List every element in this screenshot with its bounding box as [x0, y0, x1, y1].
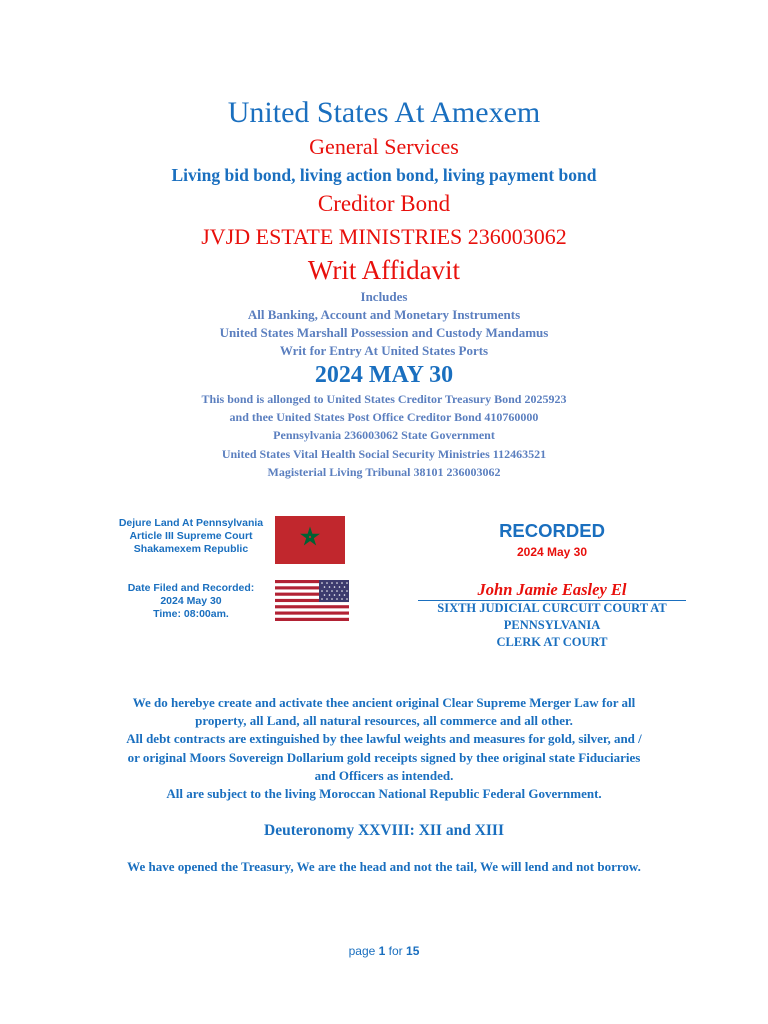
bond-line: Pennsylvania 236003062 State Government [273, 428, 495, 443]
decree-line: We do herebye create and activate thee ancient original Clear Supreme Merger Law for all [132, 695, 636, 710]
decree-line: or original Moors Sovereign Dollarium gold receipts signed by thee original state Fiduciaries [127, 749, 641, 765]
decree-line: property, all Land, all natural resources, all commerce and all other. [195, 713, 573, 729]
writ-heading: Writ Affidavit [307, 255, 461, 285]
recorded-date: 2024 May 30 [516, 545, 588, 559]
court-info-block [108, 517, 274, 556]
bond-line: This bond is allonged to United States Creditor Treasury Bond 2025923 [201, 392, 567, 406]
includes-line: All Banking, Account and Monetary Instruments [247, 307, 521, 322]
bond-line: and thee United States Post Office Creditor Bond 410760000 [229, 410, 539, 425]
bond-line: United States Vital Health Social Security Ministries 112463521 [221, 446, 547, 461]
clerk-court-line: PENNSYLVANIA [503, 618, 601, 632]
document-title: United States At Amexem [227, 96, 541, 129]
footer-page-number: 1 [378, 944, 386, 958]
decree-line: All debt contracts are extinguished by thee lawful weights and measures for gold, silver, and / [126, 731, 642, 747]
clerk-court-block [412, 600, 692, 651]
includes-block [0, 288, 768, 360]
bond-line: Magisterial Living Tribunal 38101 236003062 [267, 464, 501, 479]
decree-paragraph [0, 694, 768, 803]
scripture-reference: Deuteronomy XXVIII: XII and XIII [264, 822, 504, 839]
includes-line: Writ for Entry At United States Ports [279, 343, 489, 358]
page-footer [0, 943, 768, 959]
treasury-statement: We have opened the Treasury, We are the head and not the tail, We will lend and not borrow. [127, 859, 641, 874]
recorded-stamp: RECORDED [499, 520, 605, 541]
includes-line: United States Marshall Possession and Custody Mandamus [219, 325, 549, 340]
estate-heading: JVJD ESTATE MINISTRIES 236003062 [201, 224, 567, 249]
clerk-court-line: SIXTH JUDICIAL CURCUIT COURT AT [437, 601, 667, 615]
main-date: 2024 MAY 30 [314, 362, 454, 388]
court-info-line: Article III Supreme Court [129, 530, 253, 542]
signer-name: John Jamie Easley El [477, 580, 627, 599]
includes-line: Includes [360, 289, 408, 304]
court-info-line: Shakamexem Republic [133, 543, 249, 555]
decree-line: and Officers as intended. [314, 767, 454, 783]
footer-mid: for [385, 944, 407, 958]
bonds-line: Living bid bond, living action bond, living payment bond [171, 165, 597, 185]
footer-total-pages: 15 [406, 944, 420, 958]
clerk-court-line: CLERK AT COURT [496, 635, 608, 649]
decree-line: All are subject to the living Moroccan National Republic Federal Government. [166, 786, 602, 802]
court-info-line: Dejure Land At Pennsylvania [118, 517, 264, 529]
filed-info-line: Date Filed and Recorded: [127, 582, 255, 594]
bond-allonge-block [0, 390, 768, 481]
flag-us-icon [275, 580, 349, 621]
general-services-heading: General Services [309, 134, 459, 159]
filed-info-line: 2024 May 30 [160, 595, 222, 607]
filed-info-block [108, 582, 274, 621]
filed-info-line: Time: 08:00am. [153, 608, 229, 620]
creditor-bond-heading: Creditor Bond [317, 191, 451, 216]
flag-morocco-icon [275, 516, 345, 564]
footer-prefix: page [348, 944, 379, 958]
